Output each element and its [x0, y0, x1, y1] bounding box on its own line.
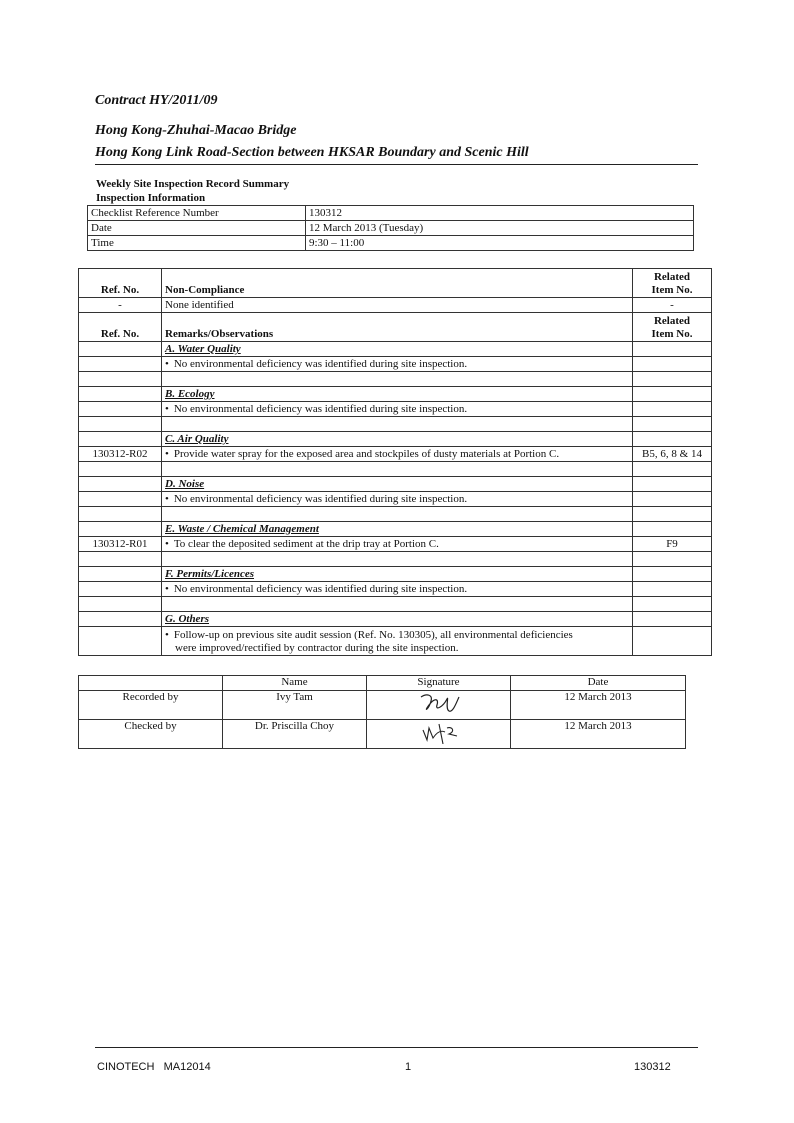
section-item-row [79, 357, 712, 372]
item-ref [79, 627, 162, 656]
item-text: • Provide water spray for the exposed area and stockpiles of dusty materials at Portion C. [162, 447, 633, 462]
info-title: Inspection Information [96, 192, 206, 204]
inspection-record-table [78, 268, 712, 656]
signoff-date: 12 March 2013 [511, 720, 686, 749]
remarks-header: Remarks/Observations [162, 313, 633, 342]
item-related [633, 582, 712, 597]
signature-image [409, 720, 469, 744]
item-ref [79, 492, 162, 507]
ref-header: Ref. No. [79, 269, 162, 298]
info-value: 12 March 2013 (Tuesday) [306, 221, 694, 236]
section-item-row [79, 492, 712, 507]
footer-ref: 130312 [634, 1061, 671, 1073]
nc-ref: - [79, 298, 162, 313]
section-title-row [79, 567, 712, 582]
related-header: Related Item No. [633, 313, 712, 342]
item-related [633, 492, 712, 507]
info-row [88, 236, 694, 251]
info-value: 9:30 – 11:00 [306, 236, 694, 251]
section-item-row [79, 582, 712, 597]
blank-row [79, 507, 712, 522]
section-title-row [79, 612, 712, 627]
signoff-header-signature: Signature [367, 676, 511, 691]
section-title-row [79, 477, 712, 492]
item-text-line-2: were improved/rectified by contractor during the site inspection. [175, 642, 459, 654]
item-related [633, 402, 712, 417]
blank-row [79, 372, 712, 387]
item-text: • No environmental deficiency was identified during site inspection. [162, 357, 633, 372]
noncompliance-header-row [79, 269, 712, 298]
blank-row [79, 462, 712, 477]
section-title: G. Others [162, 612, 633, 627]
noncompliance-row [79, 298, 712, 313]
related-header: Related Item No. [633, 269, 712, 298]
footer-divider [95, 1047, 698, 1048]
signoff-name: Dr. Priscilla Choy [223, 720, 367, 749]
blank-row [79, 597, 712, 612]
nc-text: None identified [162, 298, 633, 313]
signature-image [409, 691, 469, 715]
signoff-header-name: Name [223, 676, 367, 691]
signoff-row [79, 691, 686, 720]
item-ref [79, 582, 162, 597]
section-title: C. Air Quality [162, 432, 633, 447]
signoff-name: Ivy Tam [223, 691, 367, 720]
section-title: F. Permits/Licences [162, 567, 633, 582]
signoff-role: Recorded by [79, 691, 223, 720]
info-row [88, 221, 694, 236]
info-label: Time [88, 236, 306, 251]
contract-number: Contract HY/2011/09 [95, 93, 218, 108]
section-title-row [79, 342, 712, 357]
signoff-header-date: Date [511, 676, 686, 691]
header-divider [95, 164, 698, 165]
item-ref: 130312-R02 [79, 447, 162, 462]
signoff-table [78, 675, 686, 749]
signoff-header-row [79, 676, 686, 691]
item-text: • No environmental deficiency was identified during site inspection. [162, 492, 633, 507]
section-title-row [79, 522, 712, 537]
info-value: 130312 [306, 206, 694, 221]
item-text: • To clear the deposited sediment at the drip tray at Portion C. [162, 537, 633, 552]
summary-title: Weekly Site Inspection Record Summary [96, 178, 290, 190]
signoff-row [79, 720, 686, 749]
signoff-role: Checked by [79, 720, 223, 749]
signature-cell [367, 691, 511, 720]
section-item-row [79, 537, 712, 552]
blank-row [79, 417, 712, 432]
section-title: D. Noise [162, 477, 633, 492]
footer-page-number: 1 [405, 1061, 412, 1073]
item-related [633, 627, 712, 656]
project-title: Hong Kong-Zhuhai-Macao Bridge [95, 123, 297, 138]
section-title: Hong Kong Link Road-Section between HKSAR Boundary and Scenic Hill [95, 145, 529, 160]
section-item-row [79, 447, 712, 462]
section-title: A. Water Quality [162, 342, 633, 357]
info-label: Checklist Reference Number [88, 206, 306, 221]
item-related: B5, 6, 8 & 14 [633, 447, 712, 462]
inspection-info-table [87, 205, 694, 251]
section-title-row [79, 432, 712, 447]
item-text [162, 627, 633, 656]
item-ref [79, 402, 162, 417]
section-title: B. Ecology [162, 387, 633, 402]
info-label: Date [88, 221, 306, 236]
section-title-row [79, 387, 712, 402]
item-related [633, 357, 712, 372]
item-text: • No environmental deficiency was identified during site inspection. [162, 402, 633, 417]
footer-company: CINOTECH MA12014 [97, 1061, 211, 1073]
noncompliance-header: Non-Compliance [162, 269, 633, 298]
section-item-row [79, 402, 712, 417]
signature-cell [367, 720, 511, 749]
section-item-row [79, 627, 712, 656]
remarks-header-row [79, 313, 712, 342]
item-related: F9 [633, 537, 712, 552]
nc-item: - [633, 298, 712, 313]
info-row [88, 206, 694, 221]
item-text-line-1: • Follow-up on previous site audit session (Ref. No. 130305), all environmental deficiencies [165, 629, 573, 641]
section-title: E. Waste / Chemical Management [162, 522, 633, 537]
ref-header: Ref. No. [79, 313, 162, 342]
item-ref: 130312-R01 [79, 537, 162, 552]
signoff-header-blank [79, 676, 223, 691]
blank-row [79, 552, 712, 567]
item-text: • No environmental deficiency was identified during site inspection. [162, 582, 633, 597]
item-ref [79, 357, 162, 372]
signoff-date: 12 March 2013 [511, 691, 686, 720]
